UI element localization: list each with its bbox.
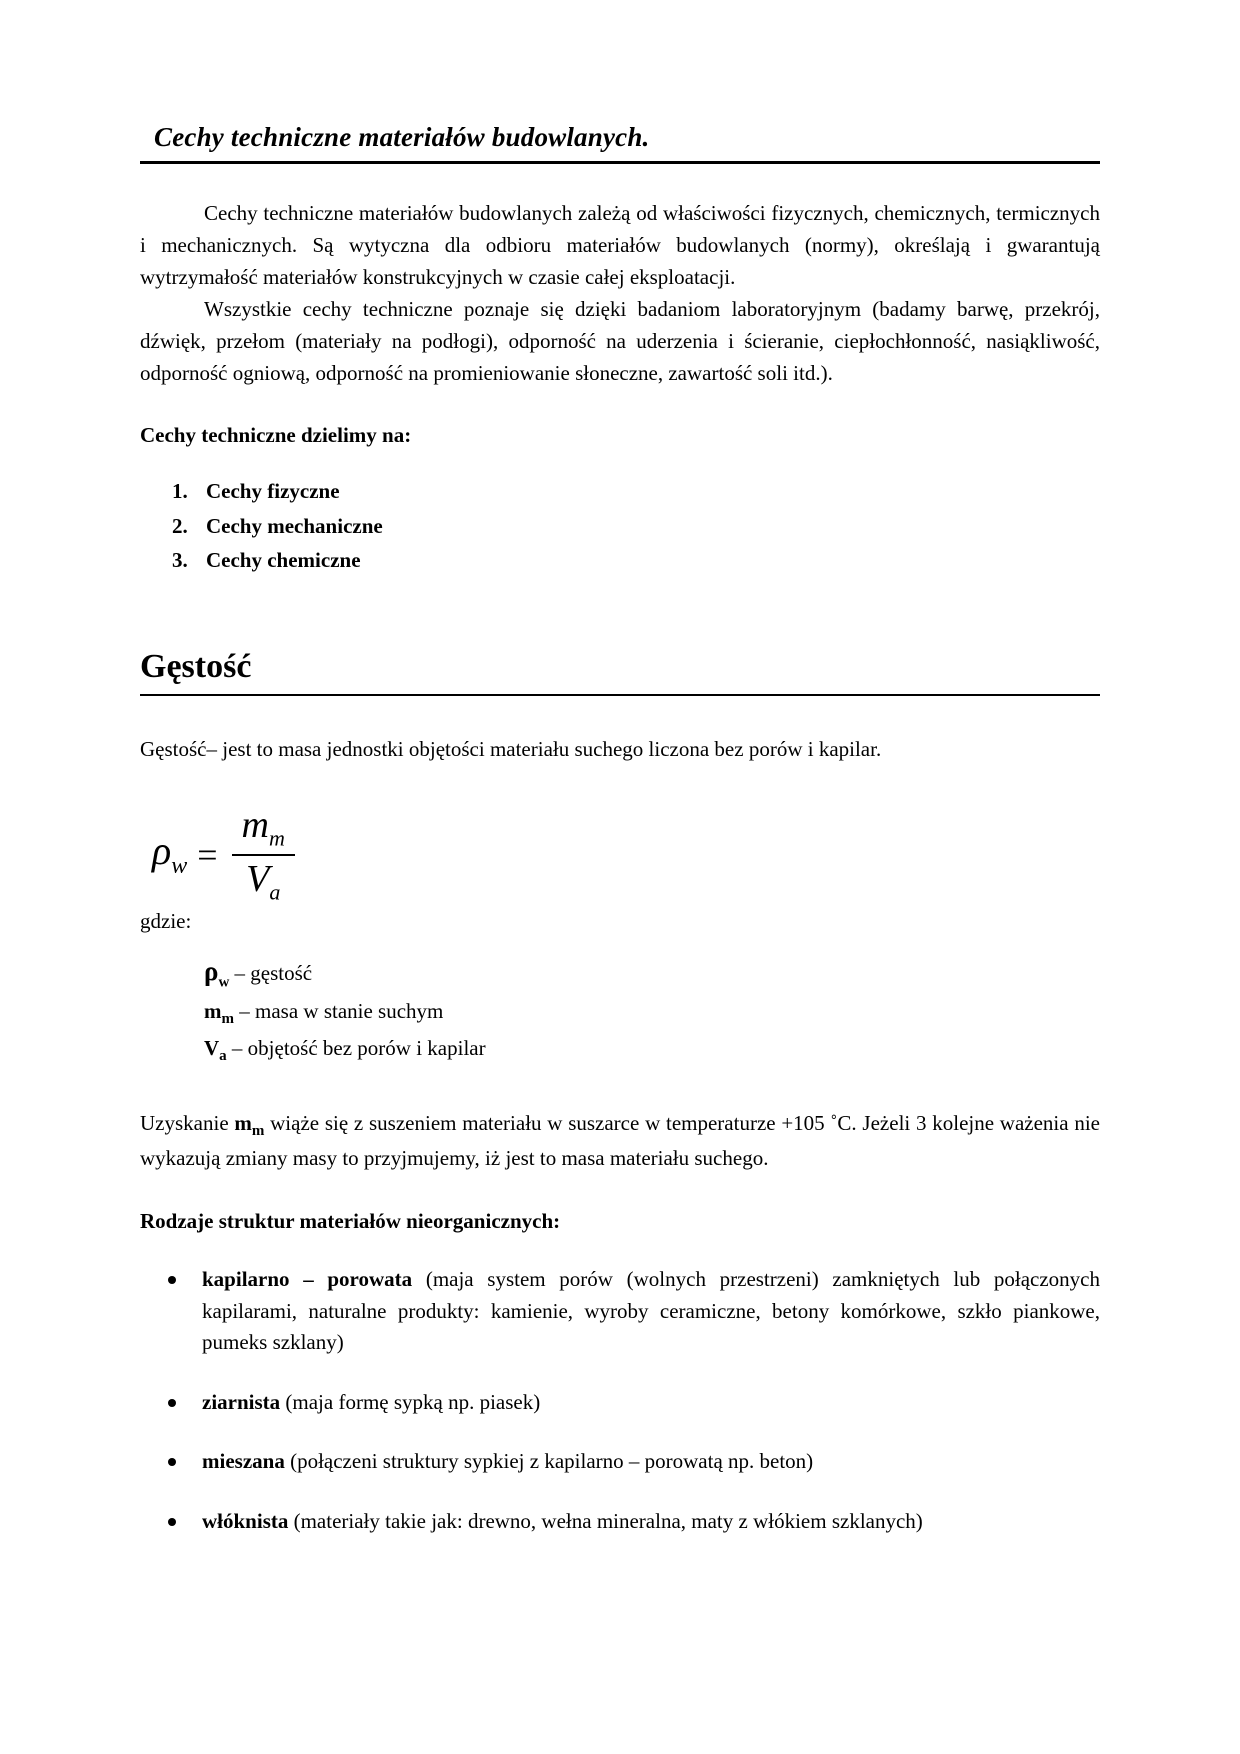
symbol-row — [204, 952, 1100, 994]
division-list — [140, 478, 1100, 574]
bullet-icon — [168, 1458, 176, 1466]
where-label: gdzie: — [140, 909, 192, 934]
bullet-text — [202, 1506, 923, 1538]
equals-sign: = — [197, 834, 218, 875]
bullet-item — [168, 1446, 1100, 1478]
formula-lhs: $\rho_w$ — [152, 828, 188, 880]
symbol-description: – gęstość — [229, 961, 313, 986]
drying-note — [140, 1108, 1100, 1175]
inline-symbol: $m_m$ — [234, 1111, 265, 1140]
bullet-item — [168, 1387, 1100, 1419]
structure-description: (materiały takie jak: drewno, wełna mineralna, maty z włókiem szklanych) — [288, 1508, 923, 1533]
symbol-legend — [140, 952, 1100, 1068]
numbered-item — [172, 513, 1100, 540]
symbol-description: – objętość bez porów i kapilar — [226, 1036, 486, 1061]
drying-note-prefix: Uzyskanie — [140, 1111, 235, 1136]
bullet-text — [202, 1446, 813, 1478]
structure-term: włóknista — [202, 1508, 289, 1533]
structures-list — [140, 1264, 1100, 1537]
density-formula — [152, 803, 1100, 905]
division-heading: Cechy techniczne dzielimy na: — [140, 423, 412, 448]
structure-term: mieszana — [202, 1449, 285, 1474]
structure-description: (maja system porów (wolnych przestrzeni) zamkniętych lub połączonych kapilarami, naturalne produkty: kamienie, wyroby ceramiczne, betony komórkowe, szkło piankowe, pumeks szklany) — [202, 1267, 1100, 1355]
structures-heading: Rodzaje struktur materiałów nieorganicznych: — [140, 1209, 561, 1234]
symbol-row — [204, 1033, 1100, 1068]
symbol: $m_m$ — [204, 999, 234, 1028]
symbol-description: – masa w stanie suchym — [234, 999, 444, 1024]
item-number: 2. — [172, 513, 188, 538]
intro-paragraph-2: Wszystkie cechy techniczne poznaje się dzięki badaniom laboratoryjnym (badamy barwę, przekrój, dźwięk, przełom (materiały na podłogi), odporność na uderzenia i ścieranie, ciepłochłonność, nasiąkliwość, odporność ogniową, odporność na promieniowanie słoneczne, zawartość soli itd.). — [140, 296, 1100, 385]
item-label: Cechy chemiczne — [206, 548, 361, 573]
intro-paragraph-1: Cechy techniczne materiałów budowlanych zależą od właściwości fizycznych, chemicznych, termicznych i mechanicznych. Są wytyczna dla odbioru materiałów budowlanych (normy), określają i gwarantują wytrzymałość materiałów konstrukcyjnych w czasie całej eksploatacji. — [140, 201, 1100, 289]
document-title: Cechy techniczne materiałów budowlanych. — [140, 122, 1100, 164]
fraction-numerator: $m_m$ — [232, 806, 295, 856]
drying-note-rest: wiąże się z suszeniem materiału w suszarce w temperaturze +105 ˚C. Jeżeli 3 kolejne ważenia nie wykazują zmiany masy to przyjmujemy, iż jest to masa materiału suchego. — [140, 1111, 1100, 1171]
bullet-text — [202, 1264, 1100, 1359]
symbol: $V_a$ — [204, 1036, 227, 1065]
density-definition: Gęstość– jest to masa jednostki objętości materiału suchego liczona bez porów i kapilar. — [140, 737, 882, 762]
structure-description: (połączeni struktury sypkiej z kapilarno – porowatą np. beton) — [284, 1449, 814, 1474]
numbered-item — [172, 547, 1100, 574]
symbol: $\rho_w$ — [204, 956, 230, 991]
bullet-icon — [168, 1276, 176, 1284]
bullet-icon — [168, 1518, 176, 1526]
bullet-item — [168, 1506, 1100, 1538]
bullet-icon — [168, 1399, 176, 1407]
item-label: Cechy fizyczne — [206, 479, 340, 504]
item-label: Cechy mechaniczne — [206, 513, 383, 538]
item-number: 3. — [172, 548, 188, 573]
density-heading: Gęstość — [140, 648, 1100, 696]
structure-description: (maja formę sypką np. piasek) — [280, 1389, 541, 1414]
formula-fraction — [232, 803, 295, 905]
fraction-denominator: $V_a$ — [246, 857, 281, 905]
symbol-row — [204, 996, 1100, 1031]
bullet-text — [202, 1387, 540, 1419]
numbered-item — [172, 478, 1100, 505]
intro-section — [140, 198, 1100, 389]
structure-term: kapilarno – porowata — [202, 1267, 413, 1292]
item-number: 1. — [172, 479, 188, 504]
structure-term: ziarnista — [202, 1389, 281, 1414]
bullet-item — [168, 1264, 1100, 1359]
